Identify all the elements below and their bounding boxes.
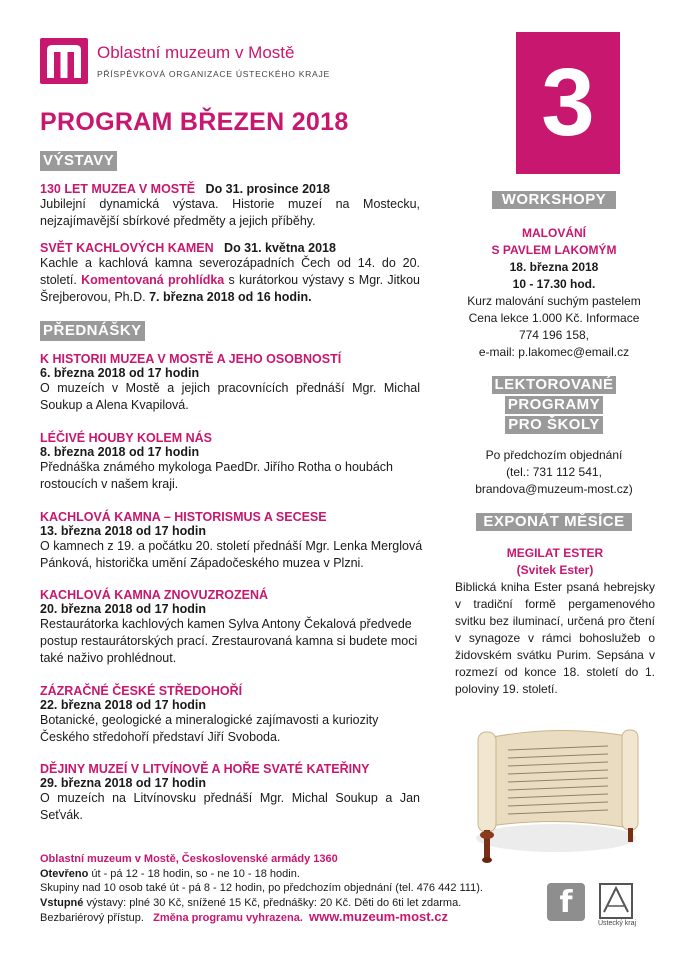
section-heading-school: PROGRAMY xyxy=(505,396,603,414)
exhibit-block xyxy=(455,545,655,698)
lecture-description: Přednáška známého mykologa PaedDr. Jiřího Rotha o houbách rostoucích v našem kraji. xyxy=(40,460,393,491)
footer-change: Změna programu vyhrazena. xyxy=(153,912,303,924)
exhibition-title xyxy=(40,241,420,255)
lecture-item xyxy=(40,510,425,572)
exhibit-description: Biblická kniha Ester psaná hebrejsky v tradiční formě pergamenového svitku bez iluminací, určená pro čtení v synagoze v rámci bohoslužeb o židovském svátku Purim. Sepsána v rozmezí od konce 18. století do 1. poloviny 19. století. xyxy=(455,580,655,696)
school-email: brandova@muzeum-most.cz) xyxy=(475,482,633,496)
lecture-date: 8. března 2018 od 17 hodin xyxy=(40,445,200,459)
footer-hours-text: út - pá 12 - 18 hodin, so - ne 10 - 18 hodin. xyxy=(91,867,300,880)
section-heading-exhibit: EXPONÁT MĚSÍCE xyxy=(476,513,632,531)
exhibition-text: Kachle a kachlová kamna severozápadních Čech od 14. do 20. století. xyxy=(40,256,420,287)
lecture-description: Botanické, geologické a mineralogické zajímavosti a kuriozity Českého středohoří představí Jiří Svoboda. xyxy=(40,713,379,744)
footer-website-link[interactable]: www.muzeum-most.cz xyxy=(309,909,448,924)
m-logo-icon xyxy=(40,38,88,84)
lecture-description: O muzeích v Mostě a jejich pracovnících přednáší Mgr. Michal Soukup a Alena Kvapilová. xyxy=(40,381,420,412)
lecture-title: KACHLOVÁ KAMNA ZNOVUZROZENÁ xyxy=(40,588,268,602)
org-subtitle: PŘÍSPĚVKOVÁ ORGANIZACE ÚSTECKÉHO KRAJE xyxy=(97,69,330,79)
guided-tour-text: s kurátorkou výstavy s Mgr. Jitkou Šrejberovou, Ph.D. xyxy=(40,273,420,304)
region-label: Ústecký kraj xyxy=(597,920,637,927)
lecture-title: ZÁZRAČNÉ ČESKÉ STŘEDOHOŘÍ xyxy=(40,684,243,698)
footer xyxy=(40,852,483,926)
exhibition-title xyxy=(40,182,420,196)
museum-logo xyxy=(40,38,88,84)
lecture-title: KACHLOVÁ KAMNA – HISTORISMUS A SECESE xyxy=(40,510,327,524)
workshop-title: MALOVÁNÍ xyxy=(522,226,586,240)
exhibition-title-text: 130 LET MUZEA V MOSTĚ xyxy=(40,182,196,196)
lecture-item xyxy=(40,352,420,414)
page-title: PROGRAM BŘEZEN 2018 xyxy=(40,108,349,136)
guided-tour-date: 7. března 2018 od 16 hodin. xyxy=(149,290,312,304)
issue-number-badge: 3 xyxy=(516,32,620,174)
exhibition-description: Jubilejní dynamická výstava. Historie muzeí na Mostecku, nejzajímavější sbírkové předměty a jejich příběhy. xyxy=(40,197,420,228)
lecture-description: O kamnech z 19. a počátku 20. století přednáší Mgr. Lenka Merglová Pánková, historička umění Západočeského muzea v Plzni. xyxy=(40,539,423,570)
lecture-title: LÉČIVÉ HOUBY KOLEM NÁS xyxy=(40,431,213,445)
exhibition-item xyxy=(40,182,420,230)
lecture-title: DĚJINY MUZEÍ V LITVÍNOVĚ A HOŘE SVATÉ KATEŘINY xyxy=(40,762,370,776)
section-heading-exhibitions: VÝSTAVY xyxy=(40,151,117,171)
workshop-date: 18. března 2018 xyxy=(509,260,599,274)
lecture-date: 20. března 2018 od 17 hodin xyxy=(40,602,207,616)
lecture-date: 22. března 2018 od 17 hodin xyxy=(40,698,207,712)
school-phone: (tel.: 731 112 541, xyxy=(506,465,602,479)
lecture-item xyxy=(40,684,425,746)
footer-misc xyxy=(40,910,483,926)
lecture-item xyxy=(40,588,425,667)
exhibit-title: MEGILAT ESTER xyxy=(506,546,604,560)
lecture-date: 6. března 2018 od 17 hodin xyxy=(40,366,200,380)
lecture-description: Restaurátorka kachlových kamen Sylva Antony Čekalová předvede postup restaurátorských prací. Zrestaurovaná kamna si budete moci také naživo prohlédnout. xyxy=(40,617,418,665)
workshop-title: S PAVLEM LAKOMÝM xyxy=(491,243,617,257)
torah-scroll-image xyxy=(462,720,650,870)
exhibition-description xyxy=(40,255,420,306)
footer-entry xyxy=(40,896,483,911)
facebook-icon[interactable] xyxy=(547,883,585,921)
section-heading-lectures: PŘEDNÁŠKY xyxy=(40,321,145,341)
exhibition-until: Do 31. května 2018 xyxy=(224,241,336,255)
footer-groups: Skupiny nad 10 osob také út - pá 8 - 12 hodin, po předchozím objednání (tel. 476 442 111). xyxy=(40,882,483,894)
section-heading-school: LEKTOROVANÉ xyxy=(492,376,616,394)
footer-hours xyxy=(40,867,483,882)
org-name: Oblastní muzeum v Mostě xyxy=(97,43,295,62)
lecture-item xyxy=(40,431,420,493)
lecture-title: K HISTORII MUZEA V MOSTĚ A JEHO OSOBNOSTÍ xyxy=(40,352,342,366)
section-heading-school: PRO ŠKOLY xyxy=(505,416,603,434)
workshop-phone: 774 196 158, xyxy=(518,328,590,342)
workshop-text: Kurz malování suchým pastelem xyxy=(467,294,641,308)
exhibition-item xyxy=(40,241,420,306)
workshop-text: Cena lekce 1.000 Kč. Informace xyxy=(468,311,640,325)
footer-hours-label: Otevřeno xyxy=(40,867,89,880)
workshop-time: 10 - 17.30 hod. xyxy=(512,277,596,291)
school-block xyxy=(452,447,656,498)
exhibition-title-text: SVĚT KACHLOVÝCH KAMEN xyxy=(40,241,214,255)
lecture-description: O muzeích na Litvínovsku přednáší Mgr. Michal Soukup a Jan Seťvák. xyxy=(40,791,420,822)
lecture-date: 13. března 2018 od 17 hodin xyxy=(40,524,207,538)
exhibition-until: Do 31. prosince 2018 xyxy=(205,182,330,196)
exhibit-subtitle: (Svitek Ester) xyxy=(516,563,594,577)
school-text: Po předchozím objednání xyxy=(485,448,623,462)
section-heading-workshops: WORKSHOPY xyxy=(492,191,616,209)
footer-address: Oblastní muzeum v Mostě, Československé armády 1360 xyxy=(40,853,338,865)
workshop-block xyxy=(452,225,656,361)
footer-entry-text: výstavy: plné 30 Kč, snížené 15 Kč, přednášky: 20 Kč. Děti do 6ti let zdarma. xyxy=(86,896,462,909)
workshop-email: e-mail: p.lakomec@email.cz xyxy=(478,345,630,359)
footer-entry-label: Vstupné xyxy=(40,896,84,909)
guided-tour-label: Komentovaná prohlídka xyxy=(81,273,225,287)
lecture-item xyxy=(40,762,420,824)
lecture-date: 29. března 2018 od 17 hodin xyxy=(40,776,207,790)
facebook-letter: f xyxy=(559,885,573,920)
footer-barrier: Bezbariérový přístup. xyxy=(40,912,144,924)
